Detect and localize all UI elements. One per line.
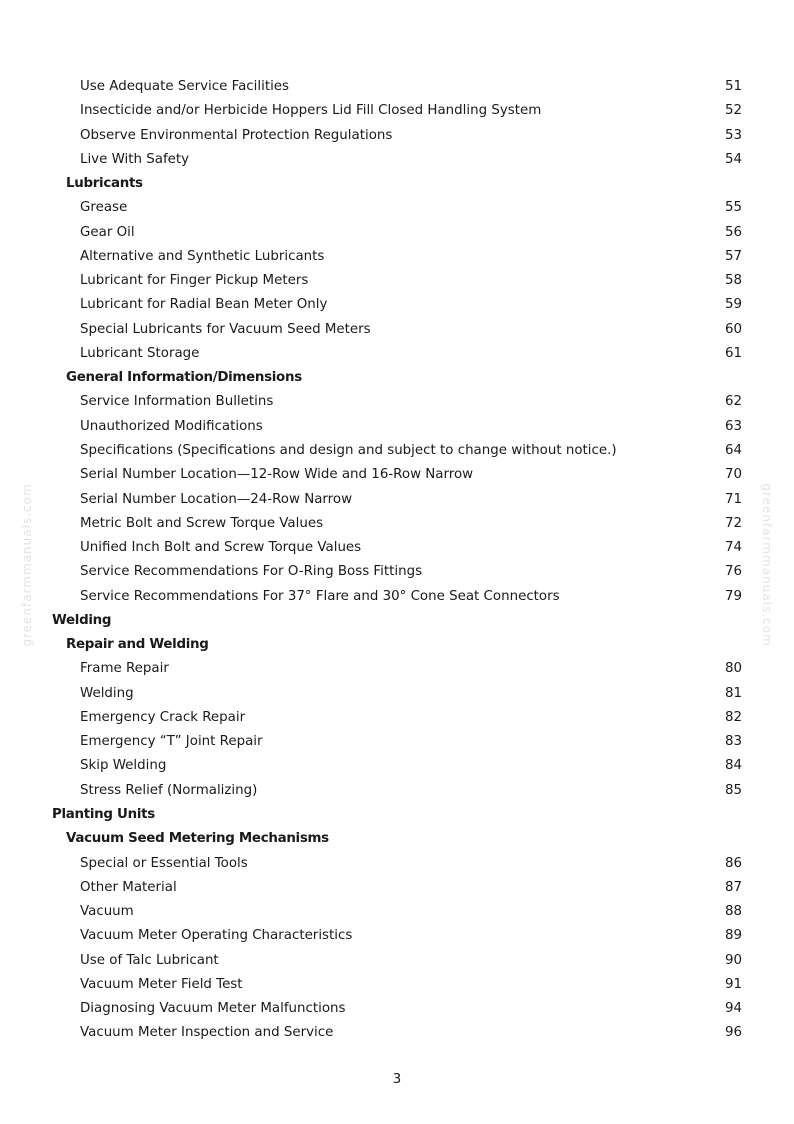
page-number: 3: [392, 1072, 402, 1087]
toc-entry-page-number: 84: [724, 758, 742, 774]
toc-entry-page-number: 64: [724, 442, 742, 458]
toc-entry-title: Diagnosing Vacuum Meter Malfunctions: [80, 1001, 346, 1017]
toc-entry-page-number: 55: [724, 200, 742, 216]
toc-entry[interactable]: [0, 682, 794, 706]
toc-entry-title: Welding: [52, 612, 112, 628]
toc-entry-title: Specifications (Specifications and design and subject to change without notice.): [80, 442, 617, 458]
toc-entry[interactable]: [0, 997, 794, 1021]
toc-entry-page-number: 86: [724, 855, 742, 871]
toc-entry-page-number: 70: [724, 467, 742, 483]
table-of-contents: [0, 75, 794, 1046]
toc-entry[interactable]: [0, 779, 794, 803]
toc-entry[interactable]: [0, 706, 794, 730]
toc-entry[interactable]: [0, 293, 794, 317]
toc-entry-page-number: 82: [724, 709, 742, 725]
toc-entry-page-number: 54: [724, 151, 742, 167]
toc-entry-page-number: 89: [724, 928, 742, 944]
toc-entry-title: Serial Number Location—24-Row Narrow: [80, 491, 353, 507]
toc-subsection-heading: [0, 827, 794, 851]
toc-entry[interactable]: [0, 342, 794, 366]
toc-entry-page-number: 53: [724, 127, 742, 143]
toc-entry-title: Serial Number Location—12-Row Wide and 16-Row Narrow: [80, 467, 474, 483]
toc-entry-title: Use of Talc Lubricant: [80, 952, 219, 968]
toc-entry-title: Repair and Welding: [66, 637, 209, 653]
toc-entry[interactable]: [0, 415, 794, 439]
toc-entry-title: Service Recommendations For 37° Flare and 30° Cone Seat Connectors: [80, 588, 560, 604]
toc-entry-title: Frame Repair: [80, 661, 169, 677]
toc-entry-page-number: 71: [724, 491, 742, 507]
toc-entry-page-number: 72: [724, 515, 742, 531]
toc-entry[interactable]: [0, 439, 794, 463]
toc-entry-title: Insecticide and/or Herbicide Hoppers Lid Fill Closed Handling System: [80, 103, 542, 119]
toc-entry-page-number: 59: [724, 297, 742, 313]
toc-subsection-heading: [0, 366, 794, 390]
toc-entry-page-number: 58: [724, 273, 742, 289]
toc-entry[interactable]: [0, 488, 794, 512]
toc-entry-title: Stress Relief (Normalizing): [80, 782, 258, 798]
toc-entry-page-number: 88: [724, 904, 742, 920]
toc-entry-page-number: 60: [724, 321, 742, 337]
toc-entry-title: Gear Oil: [80, 224, 135, 240]
toc-entry[interactable]: [0, 75, 794, 99]
toc-entry-page-number: 94: [724, 1001, 742, 1017]
toc-entry[interactable]: [0, 585, 794, 609]
toc-entry-title: Lubricant Storage: [80, 345, 200, 361]
toc-entry[interactable]: [0, 900, 794, 924]
toc-entry-title: Special or Essential Tools: [80, 855, 248, 871]
toc-entry-title: Metric Bolt and Screw Torque Values: [80, 515, 324, 531]
toc-entry[interactable]: [0, 973, 794, 997]
watermark-right: greenfarmmanuals.com: [760, 483, 774, 647]
toc-entry[interactable]: [0, 390, 794, 414]
toc-subsection-heading: [0, 633, 794, 657]
toc-entry[interactable]: [0, 318, 794, 342]
toc-entry-title: Other Material: [80, 879, 177, 895]
toc-entry-title: Lubricant for Finger Pickup Meters: [80, 273, 309, 289]
toc-entry-title: Lubricants: [66, 176, 143, 192]
toc-entry-title: Unauthorized Modifications: [80, 418, 263, 434]
toc-entry-page-number: 83: [724, 734, 742, 750]
toc-entry-page-number: 56: [724, 224, 742, 240]
toc-entry-page-number: 61: [724, 345, 742, 361]
watermark-left: greenfarmmanuals.com: [20, 483, 34, 647]
toc-entry[interactable]: [0, 852, 794, 876]
toc-entry-title: Grease: [80, 200, 128, 216]
toc-entry-page-number: 96: [724, 1025, 742, 1041]
toc-entry[interactable]: [0, 924, 794, 948]
toc-entry-title: General Information/Dimensions: [66, 370, 302, 386]
toc-entry[interactable]: [0, 269, 794, 293]
toc-entry-title: Live With Safety: [80, 151, 190, 167]
toc-entry-title: Skip Welding: [80, 758, 167, 774]
toc-entry[interactable]: [0, 1021, 794, 1045]
toc-entry-title: Service Information Bulletins: [80, 394, 274, 410]
toc-entry-title: Lubricant for Radial Bean Meter Only: [80, 297, 328, 313]
toc-entry-page-number: 52: [724, 103, 742, 119]
toc-entry-title: Emergency Crack Repair: [80, 709, 246, 725]
toc-entry[interactable]: [0, 536, 794, 560]
toc-entry[interactable]: [0, 949, 794, 973]
toc-entry[interactable]: [0, 221, 794, 245]
toc-entry[interactable]: [0, 463, 794, 487]
toc-entry-page-number: 91: [724, 976, 742, 992]
toc-entry[interactable]: [0, 124, 794, 148]
toc-entry-title: Emergency “T” Joint Repair: [80, 734, 263, 750]
toc-entry-title: Vacuum Meter Field Test: [80, 976, 243, 992]
toc-entry[interactable]: [0, 560, 794, 584]
toc-entry-title: Welding: [80, 685, 134, 701]
toc-entry-title: Special Lubricants for Vacuum Seed Meters: [80, 321, 371, 337]
toc-entry-title: Service Recommendations For O-Ring Boss Fittings: [80, 564, 423, 580]
toc-entry[interactable]: [0, 876, 794, 900]
toc-entry[interactable]: [0, 245, 794, 269]
toc-entry[interactable]: [0, 657, 794, 681]
toc-section-heading: [0, 609, 794, 633]
toc-entry-title: Planting Units: [52, 806, 155, 822]
toc-entry-title: Unified Inch Bolt and Screw Torque Values: [80, 540, 362, 556]
toc-entry[interactable]: [0, 99, 794, 123]
toc-entry-page-number: 90: [724, 952, 742, 968]
toc-entry-title: Vacuum Meter Inspection and Service: [80, 1025, 334, 1041]
toc-entry[interactable]: [0, 754, 794, 778]
toc-entry[interactable]: [0, 512, 794, 536]
toc-entry-page-number: 62: [724, 394, 742, 410]
toc-entry-page-number: 80: [724, 661, 742, 677]
toc-entry-page-number: 74: [724, 540, 742, 556]
toc-entry-title: Vacuum Seed Metering Mechanisms: [66, 831, 329, 847]
toc-entry-page-number: 51: [724, 79, 742, 94]
toc-entry-page-number: 79: [724, 588, 742, 604]
toc-entry[interactable]: [0, 730, 794, 754]
toc-entry-title: Vacuum Meter Operating Characteristics: [80, 928, 353, 944]
toc-entry-page-number: 81: [724, 685, 742, 701]
toc-entry-page-number: 76: [724, 564, 742, 580]
toc-entry-page-number: 57: [724, 248, 742, 264]
toc-entry-page-number: 63: [724, 418, 742, 434]
toc-entry-page-number: 87: [724, 879, 742, 895]
toc-section-heading: [0, 803, 794, 827]
toc-entry[interactable]: [0, 196, 794, 220]
toc-entry-title: Vacuum: [80, 904, 134, 920]
toc-subsection-heading: [0, 172, 794, 196]
toc-entry-page-number: 85: [724, 782, 742, 798]
toc-entry-title: Observe Environmental Protection Regulations: [80, 127, 393, 143]
toc-entry[interactable]: [0, 148, 794, 172]
toc-entry-title: Alternative and Synthetic Lubricants: [80, 248, 325, 264]
toc-entry-title: Use Adequate Service Facilities: [80, 79, 290, 94]
